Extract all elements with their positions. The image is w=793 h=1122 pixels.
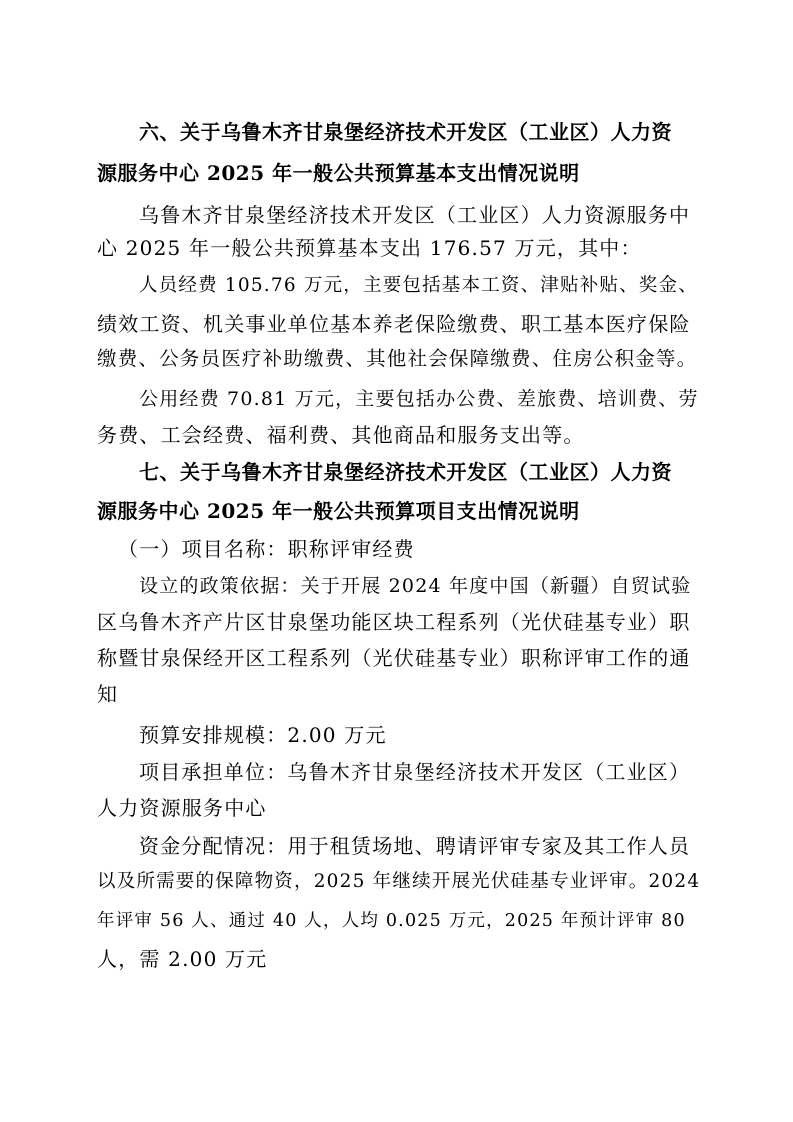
- section6-para1-line1: 乌鲁木齐甘泉堡经济技术开发区（工业区）人力资源服务中: [139, 203, 691, 227]
- section6-para2-line1: 人员经费 105.76 万元，主要包括基本工资、津贴补贴、奖金、: [139, 275, 698, 296]
- section7-policy-line4: 知: [97, 682, 119, 706]
- section6-para2-line2: 绩效工资、机关事业单位基本养老保险缴费、职工基本医疗保险: [97, 312, 691, 336]
- section7-item1-title: （一）项目名称：职称评审经费: [118, 537, 415, 561]
- section6-para2-line3: 缴费、公务员医疗补助缴费、其他社会保障缴费、住房公积金等。: [97, 347, 698, 370]
- section7-policy-line2: 区乌鲁木齐产片区甘泉堡功能区块工程系列（光伏硅基专业）职: [97, 610, 691, 634]
- section7-unit-line2: 人力资源服务中心: [97, 796, 267, 820]
- section6-para1-line2: 心 2025 年一般公共预算基本支出 176.57 万元，其中：: [97, 236, 642, 260]
- section6-para3-line1: 公用经费 70.81 万元，主要包括办公费、差旅费、培训费、劳: [139, 388, 699, 410]
- section7-alloc-line2: 以及所需要的保障物资，2025 年继续开展光伏硅基专业评审。2024: [97, 871, 701, 892]
- section6-para3-line2: 务费、工会经费、福利费、其他商品和服务支出等。: [97, 423, 585, 447]
- section6-heading-line2: 源服务中心 2025 年一般公共预算基本支出情况说明: [97, 161, 580, 185]
- section7-heading-line2: 源服务中心 2025 年一般公共预算项目支出情况说明: [97, 499, 580, 523]
- section7-policy-line1: 设立的政策依据：关于开展 2024 年度中国（新疆）自贸试验: [139, 575, 692, 597]
- section7-alloc-line4: 人，需 2.00 万元: [97, 947, 268, 971]
- section7-unit-line1: 项目承担单位：乌鲁木齐甘泉堡经济技术开发区（工业区）: [139, 760, 691, 784]
- section7-heading-line1: 七、关于乌鲁木齐甘泉堡经济技术开发区（工业区）人力资: [139, 460, 672, 484]
- section6-heading-line1: 六、关于乌鲁木齐甘泉堡经济技术开发区（工业区）人力资: [139, 120, 672, 144]
- section7-alloc-line1: 资金分配情况：用于租赁场地、聘请评审专家及其工作人员: [139, 834, 691, 858]
- section7-alloc-line3: 年评审 56 人、通过 40 人，人均 0.025 万元，2025 年预计评审 80: [97, 911, 686, 931]
- section7-policy-line3: 称暨甘泉保经开区工程系列（光伏硅基专业）职称评审工作的通: [97, 646, 691, 670]
- section7-budget: 预算安排规模：2.00 万元: [139, 723, 387, 747]
